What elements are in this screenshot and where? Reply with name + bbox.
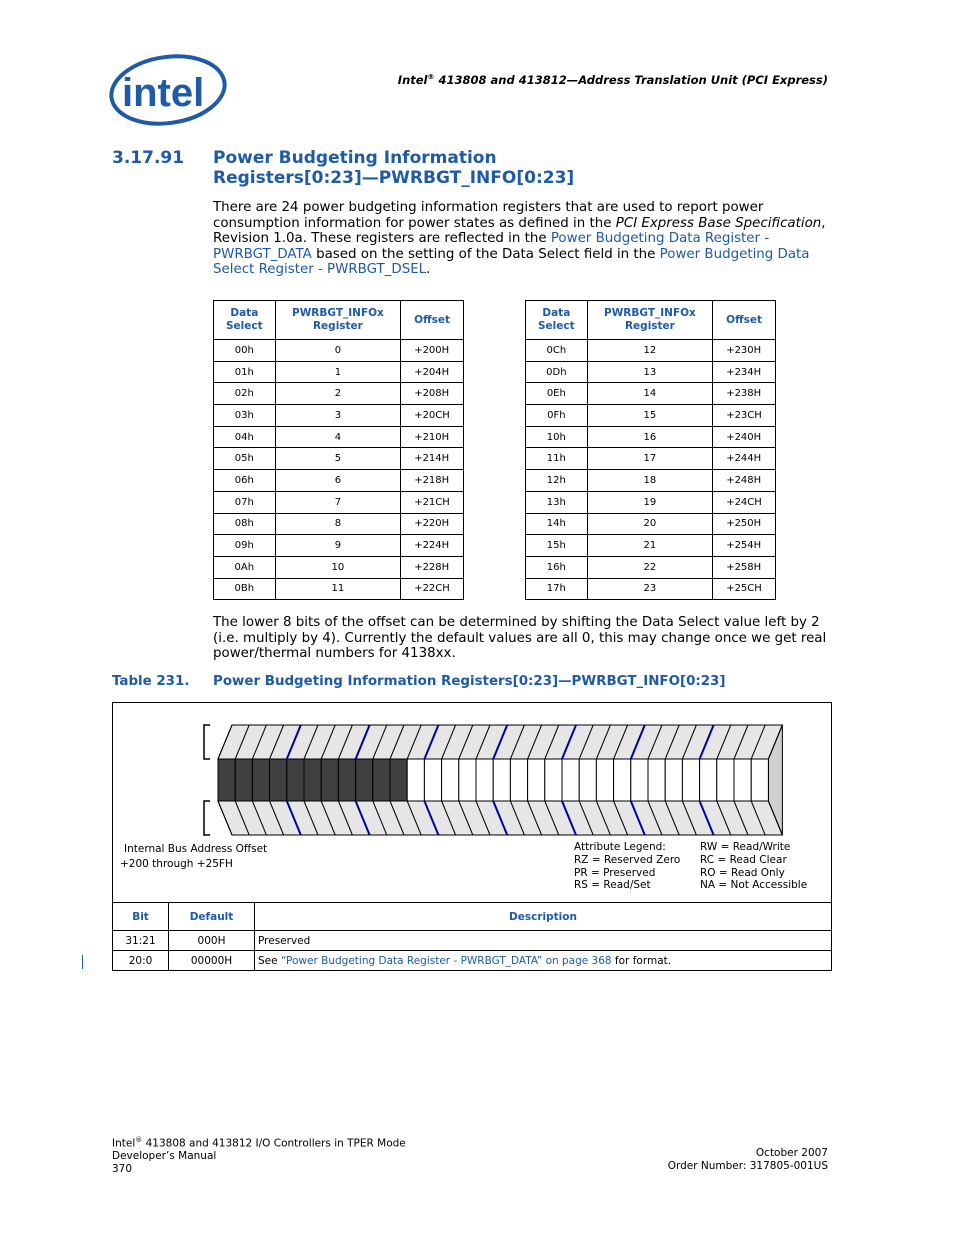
offset-cell: +218H xyxy=(401,470,464,492)
link-pwrbgt-data[interactable]: Power Budgeting Data Register - PWRBGT_DATA xyxy=(213,231,770,262)
running-header: Intel® 413808 and 413812—Address Translation Unit (PCI Express) xyxy=(397,73,828,87)
bit-cell-13 xyxy=(528,759,545,801)
data-select-cell: 11h xyxy=(526,448,588,470)
table-row xyxy=(526,470,776,492)
bit-cell-16 xyxy=(476,759,493,801)
offset-cell: +22CH xyxy=(401,578,464,600)
offset-cell: +204H xyxy=(401,361,464,383)
bit-cell-18 xyxy=(442,759,459,801)
bit-cell-19 xyxy=(424,759,441,801)
offset-note: The lower 8 bits of the offset can be determined by shifting the Data Select value left by 2 (i.e. multiply by 4). Currently the default values are all 0, this may change once we get real power/thermal numbers for 4138xx. xyxy=(213,615,827,662)
bit-cell-4 xyxy=(682,759,699,801)
bit-cell-11 xyxy=(562,759,579,801)
bit-cell-14 xyxy=(510,759,527,801)
data-select-cell: 0Ah xyxy=(214,556,276,578)
table-row xyxy=(526,426,776,448)
table-row xyxy=(214,383,464,405)
register-cell: 22 xyxy=(587,556,713,578)
map-header-1: PWRBGT_INFOx Register xyxy=(275,301,401,340)
table-row xyxy=(214,405,464,427)
register-cell: 17 xyxy=(587,448,713,470)
table-row xyxy=(526,491,776,513)
legend-ro: RO = Read Only xyxy=(700,867,785,879)
data-select-cell: 05h xyxy=(214,448,276,470)
data-select-cell: 15h xyxy=(526,535,588,557)
footer-left: Intel® 413808 and 413812 I/O Controllers in TPER Mode Developer’s Manual 370 xyxy=(112,1136,406,1175)
data-select-cell: 13h xyxy=(526,491,588,513)
section-number: 3.17.91 xyxy=(112,148,185,168)
table-row xyxy=(214,578,464,600)
legend-rw: RW = Read/Write xyxy=(700,841,791,853)
register-cell: 23 xyxy=(587,578,713,600)
register-cell: 4 xyxy=(275,426,401,448)
bit-cell-28 xyxy=(270,759,287,801)
page-number: 370 xyxy=(112,1162,133,1175)
offset-cell: +208H xyxy=(401,383,464,405)
footer-right: October 2007 Order Number: 317805-001US xyxy=(667,1147,828,1172)
table-row xyxy=(526,383,776,405)
bit-cell-10 xyxy=(579,759,596,801)
data-select-cell: 02h xyxy=(214,383,276,405)
table-row xyxy=(526,448,776,470)
bracket-bottom xyxy=(204,801,210,835)
offset-cell: +258H xyxy=(713,556,776,578)
legend-rs: RS = Read/Set xyxy=(574,879,651,891)
bit-cell-29 xyxy=(252,759,269,801)
offset-cell: +24CH xyxy=(713,491,776,513)
table-row xyxy=(113,931,832,951)
data-select-cell: 0Dh xyxy=(526,361,588,383)
offset-label: Internal Bus Address Offset xyxy=(124,843,268,855)
legend-pr: PR = Preserved xyxy=(574,867,656,879)
table-title: Power Budgeting Information Registers[0:23]—PWRBGT_INFO[0:23] xyxy=(213,674,726,689)
bit-cell-2 xyxy=(717,759,734,801)
bit-cell-12 xyxy=(545,759,562,801)
offset-cell: +248H xyxy=(713,470,776,492)
bit-cell-9 xyxy=(596,759,613,801)
table-row xyxy=(214,513,464,535)
register-cell: 16 xyxy=(587,426,713,448)
table-row xyxy=(526,556,776,578)
register-cell: 14 xyxy=(587,383,713,405)
table-row xyxy=(214,340,464,362)
data-select-cell: 07h xyxy=(214,491,276,513)
table-row xyxy=(113,951,832,971)
offset-cell: +23CH xyxy=(713,405,776,427)
default-cell: 000H xyxy=(169,931,255,951)
data-select-cell: 17h xyxy=(526,578,588,600)
bit-cell-25 xyxy=(321,759,338,801)
table-row xyxy=(214,426,464,448)
logo-wordmark: intel xyxy=(122,71,205,115)
bit-cell-7 xyxy=(631,759,648,801)
data-select-cell: 03h xyxy=(214,405,276,427)
bit-cell-22 xyxy=(373,759,390,801)
offset-cell: +230H xyxy=(713,340,776,362)
data-select-cell: 0Eh xyxy=(526,383,588,405)
register-cell: 3 xyxy=(275,405,401,427)
offset-cell: +234H xyxy=(713,361,776,383)
offset-cell: +244H xyxy=(713,448,776,470)
map-header-2: Offset xyxy=(713,301,776,340)
link-pwrbgt-dsel[interactable]: Power Budgeting Data Select Register - PWRBGT_DSEL xyxy=(213,246,810,278)
bit-cell-15 xyxy=(493,759,510,801)
register-cell: 12 xyxy=(587,340,713,362)
bit-cell: 31:21 xyxy=(113,931,169,951)
description-cell: See “Power Budgeting Data Register - PWRBGT_DATA” on page 368 for format. xyxy=(255,951,832,971)
register-cell: 20 xyxy=(587,513,713,535)
offset-cell: +224H xyxy=(401,535,464,557)
bit-cell-24 xyxy=(338,759,355,801)
data-select-cell: 08h xyxy=(214,513,276,535)
link-page-368[interactable]: “Power Budgeting Data Register - PWRBGT_DATA” on page 368 xyxy=(280,954,612,967)
map-table-left xyxy=(213,300,464,600)
bit-cell-0 xyxy=(751,759,768,801)
register-cell: 2 xyxy=(275,383,401,405)
register-cell: 1 xyxy=(275,361,401,383)
intel-logo xyxy=(108,50,228,130)
register-cell: 18 xyxy=(587,470,713,492)
offset-cell: +240H xyxy=(713,426,776,448)
register-cell: 15 xyxy=(587,405,713,427)
bit-cell-27 xyxy=(287,759,304,801)
table-row xyxy=(526,340,776,362)
legend-rc: RC = Read Clear xyxy=(700,854,787,866)
table-row xyxy=(214,535,464,557)
bit-cell-26 xyxy=(304,759,321,801)
table-row xyxy=(214,491,464,513)
table-row xyxy=(526,535,776,557)
offset-cell: +200H xyxy=(401,340,464,362)
data-select-cell: 10h xyxy=(526,426,588,448)
change-bar xyxy=(82,955,83,969)
offset-cell: +25CH xyxy=(713,578,776,600)
register-cell: 0 xyxy=(275,340,401,362)
offset-cell: +21CH xyxy=(401,491,464,513)
legend-title: Attribute Legend: xyxy=(574,841,666,853)
bit-cell-1 xyxy=(734,759,751,801)
data-select-cell: 01h xyxy=(214,361,276,383)
offset-cell: +254H xyxy=(713,535,776,557)
table-row xyxy=(526,361,776,383)
bit-cell-3 xyxy=(700,759,717,801)
register-cell: 19 xyxy=(587,491,713,513)
bit-cell-23 xyxy=(356,759,373,801)
map-header-1: PWRBGT_INFOx Register xyxy=(587,301,713,340)
data-select-cell: 09h xyxy=(214,535,276,557)
map-table-right xyxy=(525,300,776,600)
data-select-cell: 06h xyxy=(214,470,276,492)
bit-cell-5 xyxy=(665,759,682,801)
default-cell: 00000H xyxy=(169,951,255,971)
offset-cell: +238H xyxy=(713,383,776,405)
data-select-cell: 0Bh xyxy=(214,578,276,600)
bit-cell-30 xyxy=(235,759,252,801)
register-cell: 9 xyxy=(275,535,401,557)
table-number: Table 231. xyxy=(112,674,190,689)
bit-cell-20 xyxy=(407,759,424,801)
register-cell: 8 xyxy=(275,513,401,535)
data-select-cell: 04h xyxy=(214,426,276,448)
col-header-default: Default xyxy=(169,903,255,931)
bit-cell-17 xyxy=(459,759,476,801)
table-row xyxy=(214,361,464,383)
bit-field-graphic xyxy=(113,703,831,843)
map-header-0: Data Select xyxy=(526,301,588,340)
offset-cell: +214H xyxy=(401,448,464,470)
bit-cell-31 xyxy=(218,759,235,801)
table-row xyxy=(214,470,464,492)
bracket-top xyxy=(204,725,210,759)
offset-range: +200 through +25FH xyxy=(120,858,233,870)
offset-cell: +20CH xyxy=(401,405,464,427)
register-cell: 10 xyxy=(275,556,401,578)
data-select-cell: 16h xyxy=(526,556,588,578)
bit-cell: 20:0 xyxy=(113,951,169,971)
register-cell: 5 xyxy=(275,448,401,470)
map-header-0: Data Select xyxy=(214,301,276,340)
register-diagram xyxy=(112,702,832,903)
offset-cell: +220H xyxy=(401,513,464,535)
bit-description-table xyxy=(112,902,832,971)
bit-cell-21 xyxy=(390,759,407,801)
col-header-description: Description xyxy=(255,903,832,931)
offset-cell: +210H xyxy=(401,426,464,448)
col-header-bit: Bit xyxy=(113,903,169,931)
register-cell: 13 xyxy=(587,361,713,383)
register-cell: 7 xyxy=(275,491,401,513)
table-row xyxy=(526,513,776,535)
offset-cell: +250H xyxy=(713,513,776,535)
table-row xyxy=(526,405,776,427)
table-row xyxy=(526,578,776,600)
section-title: Power Budgeting Information Registers[0:23]—PWRBGT_INFO[0:23] xyxy=(213,148,575,188)
data-select-cell: 00h xyxy=(214,340,276,362)
register-cell: 11 xyxy=(275,578,401,600)
table-row xyxy=(214,448,464,470)
data-select-cell: 0Ch xyxy=(526,340,588,362)
table-row xyxy=(214,556,464,578)
description-cell: Preserved xyxy=(255,931,832,951)
bit-cell-6 xyxy=(648,759,665,801)
map-header-2: Offset xyxy=(401,301,464,340)
legend-rz: RZ = Reserved Zero xyxy=(574,854,681,866)
legend-na: NA = Not Accessible xyxy=(700,879,808,891)
register-cell: 6 xyxy=(275,470,401,492)
data-select-cell: 14h xyxy=(526,513,588,535)
bit-cell-8 xyxy=(614,759,631,801)
register-cell: 21 xyxy=(587,535,713,557)
data-select-cell: 0Fh xyxy=(526,405,588,427)
offset-cell: +228H xyxy=(401,556,464,578)
intro-paragraph: There are 24 power budgeting information registers that are used to report power consumption information for power states as defined in the PCI Express Base Specification, Revision 1.0a. These registers are reflected in the Power Budgeting Data Register - PWRBGT_DATA based on the setting of the Data Select field in the Power Budgeting Data Select Register - PWRBGT_DSEL. xyxy=(213,200,826,278)
data-select-cell: 12h xyxy=(526,470,588,492)
